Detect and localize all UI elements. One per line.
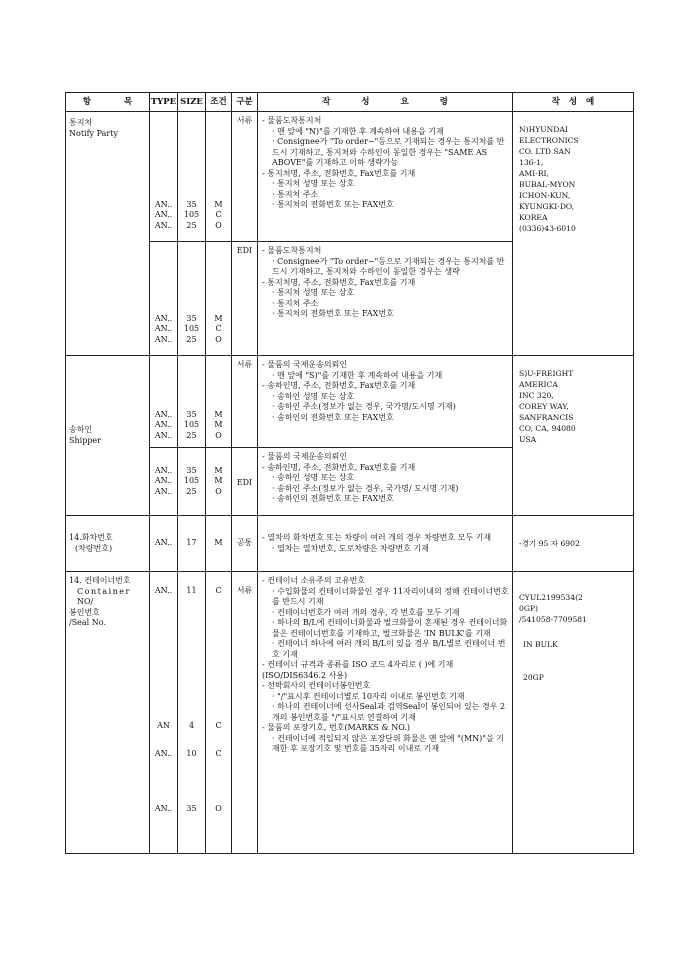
text-line: COREY WAY, — [519, 402, 569, 411]
example-line: 20GP — [523, 673, 544, 682]
spec-line: · 통지처의 전화번호 또는 FAX번호 — [272, 309, 394, 318]
field-value: AN.. — [154, 486, 173, 496]
container-gubun: 서류 — [232, 572, 258, 854]
notify-paper-spec — [258, 112, 513, 242]
vehicle-title-cell — [66, 516, 150, 572]
header-example: 작 성 예 — [513, 93, 634, 112]
field-value: M — [214, 420, 223, 429]
field-value: 25 — [186, 430, 197, 440]
field-value: O — [215, 334, 222, 344]
field-value: C — [215, 586, 222, 595]
field-value: 35 — [186, 199, 197, 209]
spec-line: - 송하인명, 주소, 전화번호, Fax번호를 기재 — [262, 462, 416, 472]
field-value: 35 — [186, 313, 197, 323]
spec-line: - 물품도착통지처 — [262, 246, 322, 255]
notify-edi-cond — [206, 242, 232, 356]
text-line: 봉인번호 — [69, 607, 100, 617]
spec-line: - 물품도착통지처 — [262, 116, 322, 125]
field-value: AN.. — [154, 749, 173, 758]
field-value: M — [214, 476, 223, 486]
vehicle-title: 14.화차번호 — [69, 533, 113, 542]
field-value: AN.. — [154, 803, 173, 813]
field-value: 35 — [186, 409, 197, 419]
vehicle-size: 17 — [178, 516, 206, 572]
notify-title-ko: 통지처 — [69, 118, 93, 127]
field-value: 105 — [183, 476, 200, 486]
spec-line: - 열차의 화차번호 또는 차량이 여러 개의 경우 차량번호 모두 기재 — [262, 533, 492, 542]
spec-line: · 수입화물의 컨테이너화물인 경우 11자리이내의 정해 컨테이너번호를 반드시 기재 — [272, 586, 509, 606]
spec-line: · 송하인 성명 또는 상호 — [272, 473, 355, 482]
container-row — [66, 572, 634, 854]
text-line: 136-1, — [519, 158, 544, 167]
shipper-edi-cond — [206, 448, 232, 516]
shipper-edi-spec — [258, 448, 513, 516]
field-value: M — [214, 409, 223, 419]
notify-edi-spec — [258, 242, 513, 356]
spec-line: · 통지처 성명 또는 상호 — [272, 288, 355, 297]
spec-line: · 통지처 주소 — [272, 298, 319, 308]
field-value: O — [215, 430, 222, 440]
spec-line: - 컨테이너 소유주의 고유번호 — [262, 576, 366, 585]
field-value: AN.. — [154, 334, 173, 344]
notify-edi-gubun: EDI — [232, 242, 258, 356]
field-value: AN.. — [154, 210, 173, 219]
notify-title-cell — [66, 112, 150, 356]
spec-line: · 하나의 B/L에 컨테이너화물과 벌크화물이 혼재된 경우 컨테이너화물은 컨테이너번호를 기재하고, 벌크화물은 'IN BULK'를 기재 — [272, 618, 508, 638]
spec-line: · 송하인의 전화번호 또는 FAX번호 — [272, 412, 394, 422]
container-example — [513, 572, 634, 854]
field-value: M — [214, 465, 223, 475]
spec-line: · 송하인 주소(정보가 없는 경우, 국가명/ 도시명 기재) — [272, 483, 459, 493]
vehicle-row — [66, 516, 634, 572]
spec-line: · 송하인 성명 또는 상호 — [272, 391, 355, 401]
header-type: TYPE — [150, 93, 178, 112]
text-line: CO, CA, 94080 — [519, 424, 576, 433]
container-cond — [206, 572, 232, 854]
header-cond: 조건 — [206, 93, 232, 112]
field-value: 105 — [183, 420, 200, 429]
spec-line: · 통지처 성명 또는 상호 — [272, 179, 355, 188]
manifest-spec-table — [65, 92, 634, 854]
field-value: 35 — [186, 465, 197, 475]
field-value: M — [214, 313, 223, 323]
notify-paper-row — [66, 112, 634, 242]
field-value: 10 — [186, 749, 197, 758]
container-size — [178, 572, 206, 854]
shipper-edi-size — [178, 448, 206, 516]
header-item: 항 목 — [66, 93, 150, 112]
text-line: INC 320, — [519, 391, 554, 400]
text-line: Container — [77, 586, 131, 596]
field-value: AN.. — [154, 313, 173, 323]
field-value: AN.. — [154, 420, 173, 429]
spec-line: - 통지처명, 주소, 전화번호, Fax번호를 기재 — [262, 168, 416, 178]
vehicle-type: AN.. — [150, 516, 178, 572]
text-line: SANFRANCIS — [519, 413, 574, 422]
header-spec: 작 성 요 령 — [258, 93, 513, 112]
example-line: /541058-7709581 — [519, 615, 587, 624]
field-value: AN.. — [154, 409, 173, 419]
field-value: AN.. — [154, 430, 173, 440]
shipper-title-en: Shipper — [69, 435, 101, 445]
header-size: SIZE — [178, 93, 206, 112]
vehicle-gubun: 공통 — [232, 516, 258, 572]
shipper-edi-type — [150, 448, 178, 516]
header-row — [66, 93, 634, 112]
spec-line: - 선박회사의 컨테이너봉인번호 — [262, 681, 371, 690]
spec-line: - 통지처명, 주소, 전화번호, Fax번호를 기재 — [262, 277, 416, 287]
field-value: AN.. — [154, 324, 173, 333]
text-line: N)HYUNDAI — [519, 125, 568, 134]
spec-line: - 송하인명, 주소, 전화번호, Fax번호를 기재 — [262, 381, 416, 390]
shipper-paper-type — [150, 356, 178, 448]
field-value: O — [215, 803, 222, 813]
field-value: 25 — [186, 486, 197, 496]
page — [65, 92, 633, 880]
field-value: 35 — [186, 803, 197, 813]
shipper-title-cell — [66, 356, 150, 516]
notify-edi-type — [150, 242, 178, 356]
field-value: O — [215, 220, 222, 230]
spec-line: - 물품의 국제운송의뢰인 — [262, 452, 348, 461]
text-line: 14. 컨테이너번호 — [69, 576, 131, 585]
vehicle-cond: M — [206, 516, 232, 572]
text-line: KOREA — [519, 213, 548, 222]
notify-edi-size — [178, 242, 206, 356]
notify-paper-gubun: 서류 — [232, 112, 258, 242]
spec-line: · 송하인의 전화번호 또는 FAX번호 — [272, 494, 394, 503]
shipper-paper-gubun: 서류 — [232, 356, 258, 448]
text-line: AMERICA — [519, 380, 558, 389]
field-value: C — [215, 324, 222, 333]
shipper-paper-row — [66, 356, 634, 448]
text-line: KYUNGKI-DO, — [519, 202, 575, 211]
spec-line: · 하나의 컨테이너에 선사Seal과 검역Seal이 봉인되어 있는 경우 2개의 봉인번호를 "/"표시로 연결하여 기재 — [272, 702, 506, 722]
field-value: 25 — [186, 334, 197, 344]
field-value: C — [215, 210, 222, 219]
field-value: AN.. — [154, 586, 173, 595]
text-line: ICHON-KUN, — [519, 191, 571, 200]
example-line: IN BULK — [523, 640, 558, 649]
notify-paper-type — [150, 112, 178, 242]
field-value: AN.. — [154, 476, 173, 486]
spec-line: · 통지처의 전화번호 또는 FAX번호 — [272, 200, 394, 209]
notify-paper-size — [178, 112, 206, 242]
text-line: /Seal No. — [69, 618, 106, 627]
field-value: AN — [157, 720, 170, 730]
spec-line: · 컨테이너번호가 여러 개의 경우, 각 번호를 모두 기재 — [272, 607, 460, 617]
container-spec — [258, 572, 513, 854]
spec-line: · 송하인 주소(정보가 없는 경우, 국가명/도시명 기재) — [272, 402, 456, 411]
field-value: 11 — [186, 586, 197, 595]
notify-title-en: Notify Party — [69, 128, 118, 138]
field-value: AN.. — [154, 220, 173, 230]
spec-line: · 컨테이너 하나에 여러 개의 B/L이 있을 경우 B/L별로 컨테이너 번호 기재 — [272, 639, 506, 659]
header-gubun: 구분 — [232, 93, 258, 112]
notify-paper-cond — [206, 112, 232, 242]
spec-line: - 물품의 포장기호, 번호(MARKS & NO.) — [262, 723, 410, 732]
shipper-title-ko: 송하인 — [69, 425, 93, 434]
field-value: C — [215, 749, 222, 758]
spec-line: · "/"표시후 컨테이너별로 10자리 이내로 봉인번호 기재 — [272, 691, 465, 701]
spec-line: - 컨테이너 규격과 종류를 ISO 코드 4자리로 ( )에 기재(ISO/DIS6346.2 사용) — [262, 660, 454, 680]
field-value: 105 — [183, 210, 200, 219]
field-value: O — [215, 486, 222, 496]
spec-line: · 컨테이너에 적입되지 않은 포장단위 화물은 맨 앞에 "(MN)"을 기재한 후 포장기호 및 번호를 35자리 이내로 기재 — [272, 733, 504, 753]
text-line: S)U-FREIGHT — [519, 369, 574, 378]
vehicle-spec — [258, 516, 513, 572]
field-value: M — [214, 199, 223, 209]
text-line: USA — [519, 435, 537, 444]
spec-line: · 통지처 주소 — [272, 189, 319, 199]
text-line: NO/ — [77, 597, 94, 606]
example-line: CYUL2199534(2 — [519, 593, 583, 602]
text-line: AMI-RI, — [519, 169, 549, 178]
field-value: C — [215, 720, 222, 730]
shipper-edi-gubun: EDI — [232, 448, 258, 516]
shipper-example — [513, 356, 634, 516]
shipper-paper-spec — [258, 356, 513, 448]
spec-line: · 맨 앞에 "S)"를 기재한 후 계속하여 내용을 기재 — [272, 370, 443, 380]
text-line: (0336)43-6010 — [519, 224, 576, 233]
container-type — [150, 572, 178, 854]
field-value: AN.. — [154, 465, 173, 475]
notify-example — [513, 112, 634, 356]
spec-line: · 열차는 열차번호, 도로차량은 차량번호 기재 — [272, 543, 429, 553]
text-line: CO. LTD SAN — [519, 147, 571, 156]
shipper-paper-size — [178, 356, 206, 448]
field-value: AN.. — [154, 199, 173, 209]
spec-line: · Consignee가 "To order~"등으로 기재되는 경우는 통지처를 반드시 기재하고, 통지처와 수하인이 동일한 경우는 생략 — [272, 256, 505, 276]
spec-line: · 맨 앞에 "N)"를 기재한 후 계속하여 내용을 기재 — [272, 126, 444, 136]
vehicle-title-sub: (차량번호) — [75, 543, 113, 553]
text-line: ELECTRONICS — [519, 136, 579, 145]
example-line: 0GP) — [519, 604, 538, 613]
spec-line: · Consignee가 "To order~"등으로 기재되는 경우는 통지처를 반드시 기재하고, 통지처와 수하인이 동일한 경우는 "SAME AS ABOVE"를 기재하고 이하 생략가능 — [272, 137, 505, 167]
shipper-paper-cond — [206, 356, 232, 448]
spec-line: - 물품의 국제운송의뢰인 — [262, 360, 348, 369]
field-value: 105 — [183, 324, 200, 333]
vehicle-example: -경기 95 자 6902 — [513, 516, 634, 572]
text-line: BUBAL-MYON — [519, 180, 576, 189]
container-title-cell — [66, 572, 150, 854]
field-value: 25 — [186, 220, 197, 230]
field-value: 4 — [188, 720, 195, 730]
